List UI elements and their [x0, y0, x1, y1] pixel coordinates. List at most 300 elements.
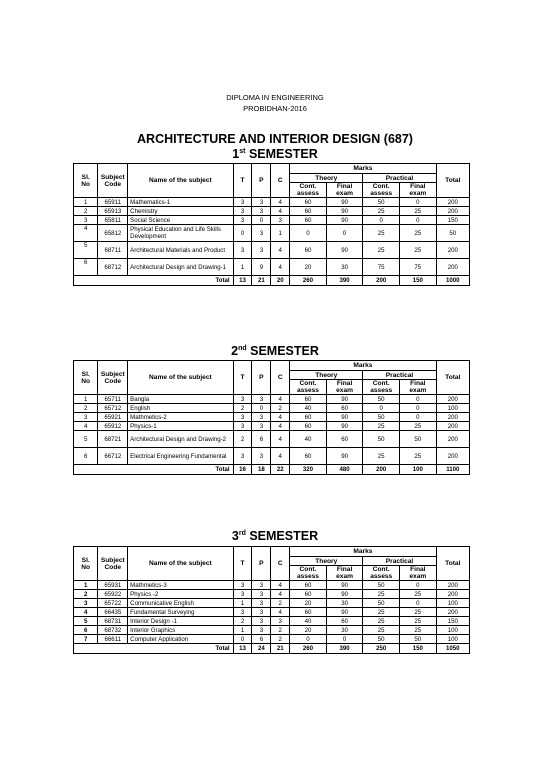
- row-practical-final: 75: [400, 259, 437, 276]
- row-practical-cont: 0: [363, 216, 400, 225]
- row-total: 200: [436, 395, 469, 404]
- row-sl: 6: [74, 259, 98, 276]
- row-practical-cont: 25: [363, 617, 400, 626]
- row-c: 4: [271, 448, 290, 465]
- row-c: 4: [271, 608, 290, 617]
- table-row: [74, 225, 470, 242]
- row-name: Physics-1: [128, 422, 233, 431]
- row-c: 4: [271, 207, 290, 216]
- col-t: T: [233, 361, 252, 395]
- row-practical-final: 0: [400, 599, 437, 608]
- semester-2-table: [73, 360, 470, 475]
- col-theory-cont-line2: assess: [296, 573, 319, 580]
- row-t: 3: [233, 242, 252, 259]
- col-sl: [74, 547, 98, 581]
- row-theory-cont: 60: [290, 207, 327, 216]
- row-t: 3: [233, 422, 252, 431]
- col-practical-final-line1: Final: [410, 183, 426, 190]
- row-name: Physics -2: [128, 590, 233, 599]
- total-theory-final: 390: [326, 276, 363, 286]
- col-practical-final-line2: exam: [409, 190, 427, 197]
- row-sl: 3: [74, 216, 98, 225]
- table-row: [74, 448, 470, 465]
- row-total: 200: [436, 448, 469, 465]
- row-name: Chemistry: [128, 207, 233, 216]
- row-code: 65912: [98, 422, 128, 431]
- col-practical-cont-line1: Cont.: [372, 566, 390, 573]
- row-theory-cont: 60: [290, 590, 327, 599]
- row-practical-final: 0: [400, 581, 437, 590]
- row-practical-cont: 25: [363, 242, 400, 259]
- row-theory-final: 30: [326, 599, 363, 608]
- row-name: Interior Design -1: [128, 617, 233, 626]
- row-practical-final: 25: [400, 590, 437, 599]
- row-code: 65921: [98, 413, 128, 422]
- row-practical-final: 0: [400, 395, 437, 404]
- row-theory-cont: 40: [290, 404, 327, 413]
- row-practical-cont: 25: [363, 422, 400, 431]
- row-p: 3: [252, 590, 271, 599]
- row-t: 3: [233, 413, 252, 422]
- table-row: [74, 431, 470, 448]
- row-theory-cont: 60: [290, 198, 327, 207]
- table-row: [74, 413, 470, 422]
- row-c: 3: [271, 216, 290, 225]
- row-code: 65811: [98, 216, 128, 225]
- row-p: 3: [252, 413, 271, 422]
- row-theory-cont: 60: [290, 581, 327, 590]
- row-code: 66712: [98, 448, 128, 465]
- row-practical-final: 0: [400, 413, 437, 422]
- table-row: [74, 422, 470, 431]
- row-theory-cont: 60: [290, 422, 327, 431]
- col-t: T: [233, 547, 252, 581]
- row-sl: 5: [74, 617, 98, 626]
- row-c: 2: [271, 626, 290, 635]
- row-practical-final: 0: [400, 404, 437, 413]
- row-sl: 1: [74, 198, 98, 207]
- col-theory-final-line2: exam: [336, 573, 354, 580]
- row-name: Mathematics-1: [128, 198, 233, 207]
- row-practical-cont: 50: [363, 395, 400, 404]
- total-marks: 1100: [436, 465, 469, 475]
- col-no-label: No: [81, 377, 91, 385]
- row-theory-final: 0: [326, 225, 363, 242]
- col-total-header: Total: [436, 547, 469, 581]
- row-p: 3: [252, 608, 271, 617]
- row-c: 4: [271, 259, 290, 276]
- col-practical-cont: [363, 566, 400, 581]
- col-practical-final-line1: Final: [410, 566, 426, 573]
- row-code: 65931: [98, 581, 128, 590]
- row-code: 65722: [98, 599, 128, 608]
- row-practical-cont: 25: [363, 448, 400, 465]
- row-practical-final: 25: [400, 608, 437, 617]
- col-theory-final-line2: exam: [336, 190, 354, 197]
- col-code-label: Code: [104, 377, 122, 385]
- semester-number: 1: [232, 147, 240, 161]
- col-theory-final-line2: exam: [336, 387, 354, 394]
- row-theory-final: 90: [326, 590, 363, 599]
- row-name: Physical Education and Life Skills Development: [128, 225, 233, 242]
- col-name: Name of the subject: [128, 164, 233, 198]
- row-theory-final: 30: [326, 626, 363, 635]
- row-c: 4: [271, 422, 290, 431]
- row-theory-cont: 40: [290, 431, 327, 448]
- row-p: 3: [252, 448, 271, 465]
- row-sl: 4: [74, 422, 98, 431]
- row-practical-cont: 75: [363, 259, 400, 276]
- col-c: C: [271, 547, 290, 581]
- row-c: 2: [271, 599, 290, 608]
- table-row: [74, 216, 470, 225]
- col-practical-final: [400, 380, 437, 395]
- row-t: 1: [233, 626, 252, 635]
- row-p: 6: [252, 431, 271, 448]
- row-c: 2: [271, 404, 290, 413]
- totals-row: [74, 465, 470, 475]
- row-practical-cont: 25: [363, 207, 400, 216]
- row-code: 66611: [98, 635, 128, 644]
- row-p: 3: [252, 617, 271, 626]
- totals-row: [74, 276, 470, 286]
- total-practical-cont: 200: [363, 276, 400, 286]
- row-total: 200: [436, 581, 469, 590]
- row-name: Architectural Design and Drawing-2: [128, 431, 233, 448]
- row-p: 3: [252, 395, 271, 404]
- total-theory-final: 390: [326, 644, 363, 654]
- col-sl-label: Sl.: [81, 556, 90, 564]
- row-theory-final: 90: [326, 448, 363, 465]
- col-theory-cont-line1: Cont.: [299, 566, 317, 573]
- col-theory-final-line1: Final: [336, 380, 353, 387]
- semester-number: 3: [231, 529, 239, 543]
- col-code-label: Code: [104, 563, 122, 571]
- row-name: Mathmetics-3: [128, 581, 233, 590]
- col-name: Name of the subject: [128, 547, 233, 581]
- row-p: 9: [252, 259, 271, 276]
- row-total: 200: [436, 608, 469, 617]
- row-theory-final: 90: [326, 198, 363, 207]
- row-c: 4: [271, 198, 290, 207]
- col-practical-final-line2: exam: [409, 573, 427, 580]
- row-t: 3: [233, 590, 252, 599]
- row-practical-cont: 50: [363, 599, 400, 608]
- col-sl: [74, 164, 98, 198]
- row-p: 0: [252, 216, 271, 225]
- semester-ordinal: nd: [238, 344, 247, 352]
- row-sl: 3: [74, 413, 98, 422]
- col-practical: Practical: [363, 174, 436, 183]
- col-theory-cont-line1: Cont.: [299, 380, 317, 387]
- row-p: 6: [252, 635, 271, 644]
- col-subject-label: Subject: [100, 370, 125, 378]
- document-header: [0, 92, 550, 114]
- row-theory-final: 60: [326, 431, 363, 448]
- col-practical-cont: [363, 380, 400, 395]
- row-name: Bangla: [128, 395, 233, 404]
- table-row: [74, 626, 470, 635]
- row-theory-cont: 20: [290, 599, 327, 608]
- row-p: 3: [252, 581, 271, 590]
- col-practical: Practical: [363, 557, 436, 566]
- row-practical-final: 50: [400, 635, 437, 644]
- col-theory-cont: [290, 380, 327, 395]
- semester-2-title: [0, 344, 550, 358]
- semester-ordinal: rd: [238, 529, 246, 537]
- col-practical-cont-line2: assess: [370, 190, 393, 197]
- col-theory: Theory: [290, 174, 363, 183]
- col-theory: Theory: [290, 371, 363, 380]
- col-theory-cont-line1: Cont.: [299, 183, 317, 190]
- row-t: 3: [233, 207, 252, 216]
- total-practical-cont: 250: [363, 644, 400, 654]
- row-c: 4: [271, 395, 290, 404]
- row-t: 1: [233, 259, 252, 276]
- semester-1-table: [73, 163, 470, 286]
- table-row: [74, 207, 470, 216]
- table-row: [74, 242, 470, 259]
- col-practical-cont-line2: assess: [370, 387, 393, 394]
- semester-label: SEMESTER: [248, 147, 318, 161]
- col-theory-final: [326, 183, 363, 198]
- row-practical-cont: 25: [363, 626, 400, 635]
- row-total: 200: [436, 413, 469, 422]
- row-theory-cont: 0: [290, 635, 327, 644]
- total-t: 13: [233, 644, 252, 654]
- row-p: 3: [252, 242, 271, 259]
- row-theory-cont: 60: [290, 608, 327, 617]
- row-code: 65911: [98, 198, 128, 207]
- row-total: 150: [436, 617, 469, 626]
- row-p: 3: [252, 626, 271, 635]
- row-theory-cont: 60: [290, 216, 327, 225]
- row-code: 68721: [98, 431, 128, 448]
- row-total: 100: [436, 599, 469, 608]
- col-practical-final-line1: Final: [410, 380, 426, 387]
- row-theory-final: 90: [326, 395, 363, 404]
- row-code: 68731: [98, 617, 128, 626]
- table-row: [74, 608, 470, 617]
- total-t: 16: [233, 465, 252, 475]
- row-t: 0: [233, 635, 252, 644]
- row-practical-final: 0: [400, 198, 437, 207]
- row-practical-cont: 0: [363, 404, 400, 413]
- row-practical-final: 25: [400, 617, 437, 626]
- row-c: 4: [271, 431, 290, 448]
- table-row: [74, 635, 470, 644]
- col-marks: Marks: [290, 547, 436, 557]
- row-theory-final: 60: [326, 617, 363, 626]
- row-practical-final: 0: [400, 216, 437, 225]
- total-theory-final: 480: [326, 465, 363, 475]
- row-code: 66435: [98, 608, 128, 617]
- header-line-2: PROBIDHAN-2016: [243, 104, 307, 113]
- row-total: 200: [436, 198, 469, 207]
- row-theory-cont: 40: [290, 617, 327, 626]
- row-practical-final: 25: [400, 626, 437, 635]
- col-p: P: [252, 164, 271, 198]
- row-t: 3: [233, 448, 252, 465]
- row-theory-final: 90: [326, 581, 363, 590]
- row-c: 2: [271, 635, 290, 644]
- row-total: 100: [436, 626, 469, 635]
- row-theory-cont: 60: [290, 413, 327, 422]
- semester-1-title: [0, 147, 550, 161]
- row-theory-final: 60: [326, 404, 363, 413]
- row-practical-cont: 25: [363, 608, 400, 617]
- row-theory-final: 90: [326, 216, 363, 225]
- row-practical-cont: 50: [363, 635, 400, 644]
- col-theory-cont: [290, 566, 327, 581]
- row-t: 3: [233, 581, 252, 590]
- row-total: 200: [436, 242, 469, 259]
- row-code: 65712: [98, 404, 128, 413]
- col-code: [98, 164, 128, 198]
- col-theory: Theory: [290, 557, 363, 566]
- col-no-label: No: [81, 563, 91, 571]
- total-theory-cont: 320: [290, 465, 327, 475]
- row-theory-cont: 20: [290, 259, 327, 276]
- total-practical-final: 150: [400, 276, 437, 286]
- row-code: 65913: [98, 207, 128, 216]
- col-code-label: Code: [104, 180, 122, 188]
- col-theory-final: [326, 566, 363, 581]
- col-p: P: [252, 361, 271, 395]
- table-row: [74, 581, 470, 590]
- col-sl-label: Sl.: [81, 173, 90, 181]
- row-theory-final: 90: [326, 413, 363, 422]
- row-c: 4: [271, 413, 290, 422]
- row-practical-cont: 50: [363, 413, 400, 422]
- row-name: Social Science: [128, 216, 233, 225]
- header-line-1: DIPLOMA IN ENGINEERING: [226, 93, 324, 102]
- row-theory-cont: 0: [290, 225, 327, 242]
- col-code: [98, 361, 128, 395]
- row-sl: 2: [74, 404, 98, 413]
- row-practical-cont: 50: [363, 198, 400, 207]
- total-c: 20: [271, 276, 290, 286]
- row-practical-cont: 25: [363, 590, 400, 599]
- table-row: [74, 617, 470, 626]
- total-marks: 1050: [436, 644, 469, 654]
- row-code: 68712: [98, 259, 128, 276]
- row-practical-final: 25: [400, 448, 437, 465]
- row-name: Architectural Materials and Product: [128, 242, 233, 259]
- row-theory-final: 90: [326, 608, 363, 617]
- row-name: English: [128, 404, 233, 413]
- total-practical-cont: 200: [363, 465, 400, 475]
- row-theory-final: 90: [326, 242, 363, 259]
- table-row: [74, 259, 470, 276]
- row-name: Computer Application: [128, 635, 233, 644]
- total-marks: 1000: [436, 276, 469, 286]
- row-practical-final: 50: [400, 431, 437, 448]
- row-code: 65922: [98, 590, 128, 599]
- row-practical-cont: 50: [363, 581, 400, 590]
- col-sl-label: Sl.: [81, 370, 90, 378]
- row-sl: 4: [74, 608, 98, 617]
- row-t: 2: [233, 431, 252, 448]
- row-c: 4: [271, 581, 290, 590]
- row-theory-cont: 60: [290, 395, 327, 404]
- row-c: 4: [271, 590, 290, 599]
- row-t: 1: [233, 599, 252, 608]
- col-t: T: [233, 164, 252, 198]
- row-name: Architectural Design and Drawing-1: [128, 259, 233, 276]
- row-p: 3: [252, 207, 271, 216]
- row-total: 100: [436, 635, 469, 644]
- total-p: 24: [252, 644, 271, 654]
- row-c: 1: [271, 225, 290, 242]
- semester-3-table: [73, 546, 470, 654]
- col-practical-final: [400, 566, 437, 581]
- total-c: 21: [271, 644, 290, 654]
- col-theory-final: [326, 380, 363, 395]
- totals-row: [74, 644, 470, 654]
- col-theory-final-line1: Final: [336, 566, 353, 573]
- col-subject-label: Subject: [100, 173, 125, 181]
- row-practical-final: 25: [400, 207, 437, 216]
- row-t: 0: [233, 225, 252, 242]
- row-name: Electrical Engineering Fundamental: [128, 448, 233, 465]
- col-total-header: Total: [436, 361, 469, 395]
- total-label: Total: [74, 465, 234, 475]
- total-practical-final: 150: [400, 644, 437, 654]
- row-practical-cont: 50: [363, 431, 400, 448]
- row-c: 4: [271, 242, 290, 259]
- row-sl: 2: [74, 207, 98, 216]
- row-sl: 2: [74, 590, 98, 599]
- col-marks: Marks: [290, 361, 436, 371]
- row-p: 3: [252, 198, 271, 207]
- total-theory-cont: 260: [290, 644, 327, 654]
- table-row: [74, 198, 470, 207]
- table-row: [74, 599, 470, 608]
- row-total: 200: [436, 431, 469, 448]
- row-code: 68711: [98, 242, 128, 259]
- row-t: 2: [233, 404, 252, 413]
- row-name: Mathmetics-2: [128, 413, 233, 422]
- col-theory-cont: [290, 183, 327, 198]
- row-theory-final: 90: [326, 422, 363, 431]
- row-t: 3: [233, 198, 252, 207]
- total-p: 18: [252, 465, 271, 475]
- row-sl: 4: [74, 225, 98, 242]
- row-total: 200: [436, 207, 469, 216]
- row-name: Interior Graphics: [128, 626, 233, 635]
- row-t: 3: [233, 608, 252, 617]
- col-code: [98, 547, 128, 581]
- semester-number: 2: [231, 344, 239, 358]
- row-total: 200: [436, 590, 469, 599]
- row-theory-cont: 60: [290, 448, 327, 465]
- semester-label: SEMESTER: [249, 529, 319, 543]
- col-theory-cont-line2: assess: [296, 190, 319, 197]
- total-t: 13: [233, 276, 252, 286]
- col-practical-final: [400, 183, 437, 198]
- row-sl: 3: [74, 599, 98, 608]
- col-marks: Marks: [290, 164, 436, 174]
- total-theory-cont: 260: [290, 276, 327, 286]
- col-practical-cont-line1: Cont.: [372, 380, 390, 387]
- page-title: ARCHITECTURE AND INTERIOR DESIGN (687): [137, 132, 413, 146]
- col-total-header: Total: [436, 164, 469, 198]
- total-practical-final: 100: [400, 465, 437, 475]
- row-c: 3: [271, 617, 290, 626]
- row-theory-cont: 60: [290, 242, 327, 259]
- col-theory-cont-line2: assess: [296, 387, 319, 394]
